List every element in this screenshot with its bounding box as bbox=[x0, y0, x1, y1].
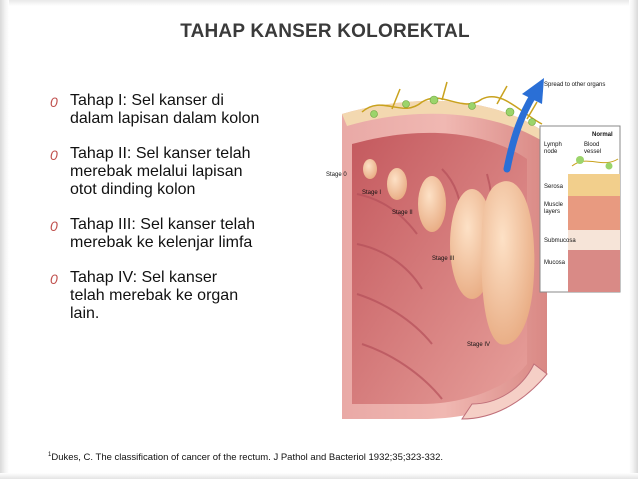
slide-title: TAHAP KANSER KOLOREKTAL bbox=[180, 21, 470, 42]
colon-cancer-stages-illustration bbox=[322, 74, 622, 426]
footnote-superscript: 1 bbox=[48, 452, 52, 458]
stage-3-text: Tahap III: Sel kanser telah merebak ke kelenjar limfa bbox=[70, 216, 255, 251]
label-submucosa: Submucosa bbox=[544, 238, 576, 244]
tumor-stage-4 bbox=[481, 181, 534, 345]
label-mucosa: Mucosa bbox=[544, 260, 566, 266]
label-stage-0: Stage 0 bbox=[326, 172, 347, 178]
stage-2-text: Tahap II: Sel kanser telah merebak melalui lapisan otot dinding kolon bbox=[70, 145, 251, 198]
stage-list-item bbox=[50, 269, 320, 323]
stage-list-item bbox=[50, 145, 320, 199]
label-spread: Spread to other organs bbox=[544, 82, 606, 88]
bullet-marker: 0 bbox=[50, 94, 58, 110]
tumor-stage-0 bbox=[363, 159, 377, 179]
bullet-marker: 0 bbox=[50, 147, 58, 163]
slide-frame-right bbox=[629, 0, 638, 479]
bullet-marker: 0 bbox=[50, 218, 58, 234]
stage-list bbox=[50, 92, 320, 323]
stage-list-item bbox=[50, 216, 320, 252]
citation-footnote bbox=[48, 452, 443, 463]
stage-list-item bbox=[50, 92, 320, 128]
bullet-marker: 0 bbox=[50, 271, 58, 287]
tumor-stage-1 bbox=[387, 168, 407, 200]
label-blood-vessel: Blood vessel bbox=[584, 142, 602, 155]
label-stage-4: Stage IV bbox=[467, 342, 491, 348]
slide-frame-bottom bbox=[0, 473, 638, 479]
slide-frame-top bbox=[0, 0, 638, 6]
label-stage-1: Stage I bbox=[362, 190, 382, 196]
label-stage-3: Stage III bbox=[432, 256, 455, 262]
tumor-stage-2 bbox=[418, 176, 446, 232]
slide-frame-left bbox=[0, 0, 9, 479]
stage-4-text: Tahap IV: Sel kanser telah merebak ke organ lain. bbox=[70, 269, 239, 322]
label-lymph-node: Lymph node bbox=[544, 142, 562, 155]
label-normal: Normal bbox=[592, 132, 613, 138]
label-muscle-layers: Muscle layers bbox=[544, 202, 564, 215]
label-serosa: Serosa bbox=[544, 184, 564, 190]
label-stage-2: Stage II bbox=[392, 210, 413, 216]
footnote-text: Dukes, C. The classification of cancer of the rectum. J Pathol and Bacteriol 1932;35;323-332. bbox=[51, 452, 443, 463]
stage-1-text: Tahap I: Sel kanser di dalam lapisan dalam kolon bbox=[70, 92, 260, 127]
